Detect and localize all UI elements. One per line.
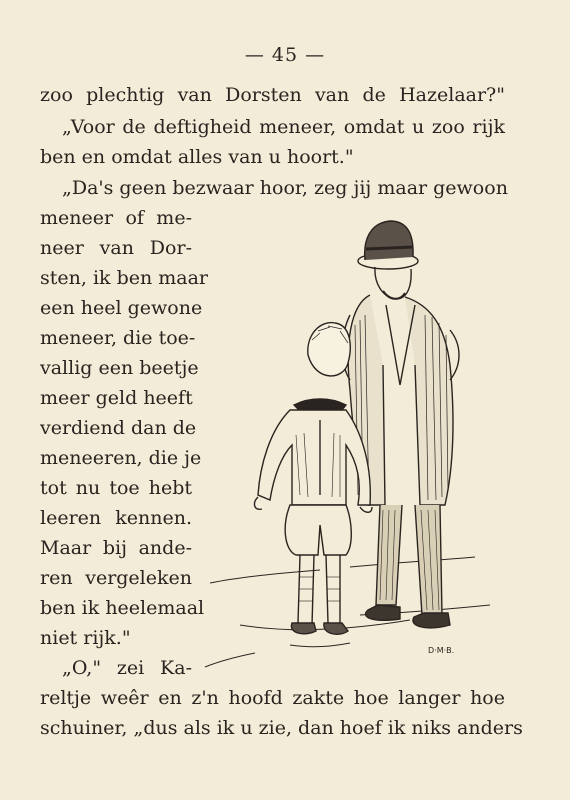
- text-line-21: reltje weêr en z'n hoofd zakte hoe langer hoe: [40, 687, 505, 709]
- text-line-9: meneer, die toe-: [40, 327, 196, 349]
- text-line-2: „Voor de deftigheid meneer, omdat u zoo rijk: [62, 116, 505, 138]
- text-line-12: verdiend dan de: [40, 417, 197, 439]
- illustration-man-and-boy: [200, 205, 500, 675]
- text-line-11: meer geld heeft: [40, 387, 193, 409]
- text-line-22: schuiner, „dus als ik u zie, dan hoef ik niks anders: [40, 717, 523, 739]
- text-line-14: tot nu toe hebt: [40, 477, 192, 499]
- old-man-figure: [343, 221, 460, 628]
- text-line-5: meneer of me-: [40, 207, 192, 229]
- text-line-16: Maar bij ande-: [40, 537, 192, 559]
- text-line-7: sten, ik ben maar: [40, 267, 209, 289]
- text-line-15: leeren kennen.: [40, 507, 192, 529]
- text-line-13: meneeren, die je: [40, 447, 202, 469]
- text-line-6: neer van Dor-: [40, 237, 192, 259]
- text-line-4: „Da's geen bezwaar hoor, zeg jij maar gewoon: [62, 177, 508, 199]
- text-line-8: een heel gewone: [40, 297, 203, 319]
- text-line-18: ben ik heelemaal: [40, 597, 205, 619]
- illustrator-signature: D·M·B.: [428, 646, 455, 655]
- text-line-1: zoo plechtig van Dorsten van de Hazelaar?": [40, 84, 505, 106]
- text-line-20: „O," zei Ka-: [62, 657, 192, 679]
- text-line-19: niet rijk.": [40, 627, 131, 649]
- page-number: — 45 —: [244, 44, 326, 66]
- text-line-10: vallig een beetje: [40, 357, 199, 379]
- text-line-17: ren vergeleken: [40, 567, 192, 589]
- text-line-3: ben en omdat alles van u hoort.": [40, 146, 354, 168]
